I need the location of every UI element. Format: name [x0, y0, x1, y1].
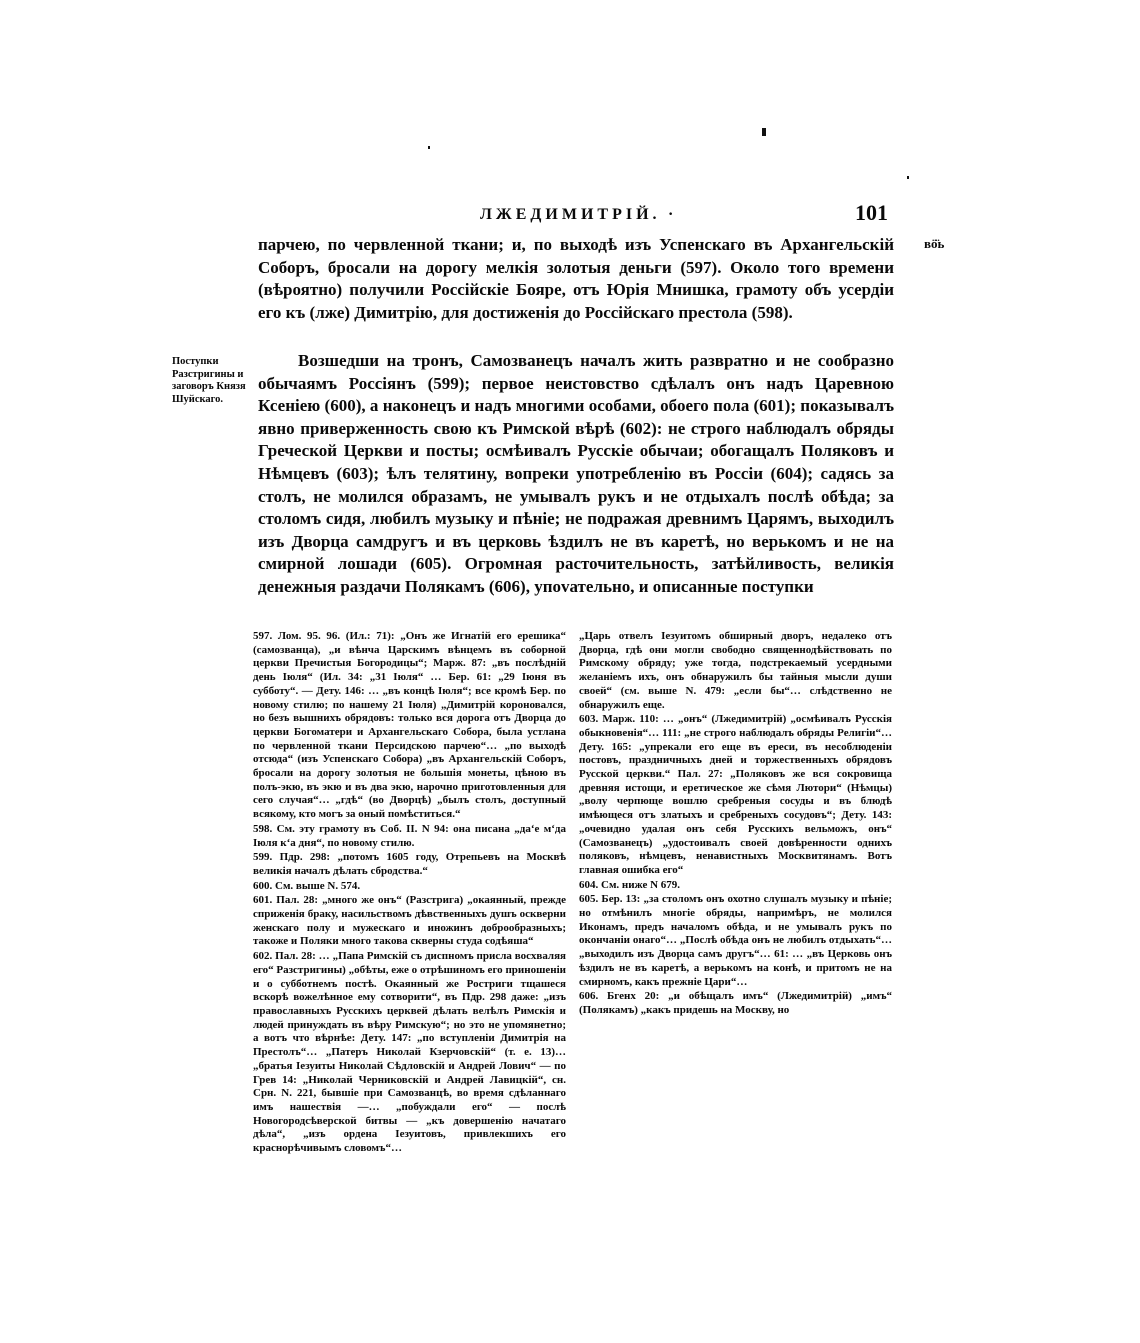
body-paragraph-1 [258, 234, 894, 324]
footnote: 597. Лом. 95. 96. (Ил.: 71): „Онъ же Игнатій его ерешика“ (самозванца), „и вѣнча Царскимъ вѣнцемъ въ соборной церкви Пречистыя Богородицы“; Марж. 87: „въ послѣдній день Іюля“ (Ил. 34: „31 Іюля“ … Бер. 61: „29 Іюня въ субботу“. — Дету. 146: … „въ концѣ Іюля“; все кромѣ Бер. по новому стилю; по нашему 21 Іюля) „Димитрій короновался, но безъ вышнихъ обрядовъ: только вся дорога отъ Дворца до церкви Богоматери и Архангельскаго Собора, была устлана по червленной ткани Персидскою парчею“… „по выходѣ отсюда“ (изъ Успенскаго Собора) „въ Архангельскій Соборъ, бросали на дорогу золотыя не большія монеты, цѣною въ полъ-экю, въ экю и въ два экю, нарочно приготовленныя для сего случая“… „гдѣ“ (во Дворцѣ) „былъ столъ, доступный всякому, кто могъ за оный помѣститься.“ [253, 630, 566, 821]
paragraph-text: парчею, по червленной ткани; и, по выходѣ изъ Успенскаго въ Архангельскій Соборъ, бросали на дорогу мелкія золотыя деньги (597). Около того времени (вѣроятно) получили Россійскіе Бояре, отъ Юрія Мнишка, грамоту объ усердіи его къ (лже) Димитрію, для достиженія до Россійскаго престола (598). [258, 235, 894, 322]
footnotes-right-column [579, 630, 892, 1019]
body-paragraph-2 [258, 350, 894, 599]
footnote: 603. Марж. 110: … „онъ“ (Лжедимитрій) „осмѣивалъ Русскія обыкновенія“… 111: „не строго наблюдалъ обряды Религіи“… Дету. 165: „упрекали его еще въ ереси, въ несоблюденіи постовъ, праздничныхъ дней и торжественныхъ обрядовъ Русской церкви.“ Пал. 27: „Поляковъ же вся сокровища древняя истощи, и еретическое же сѣмя Лютори“ (Нѣмцы) „волу черпюще вошлю сребреныя сосуды и въ блюдѣ имѣющеся отъ златыхъ и сребреныхъ сосудовъ“; Дету. 143: „очевидно удалая онъ себя Русскихъ вельможъ, онъ“ (Самозванецъ) „удостоивалъ своей довѣренности однихъ поляковъ, нѣмцевъ, ненавистныхъ Москвитянамъ. Вотъ главная ошибка его“ [579, 713, 892, 876]
header-dot: · [668, 206, 674, 223]
footnote: „Царь отвелъ Іезуитомъ обширный дворъ, недалеко отъ Дворца, гдѣ они могли свободно священнодѣйствовать по Римскому обряду; уже тогда, подстрекаемый усердными желаніемъ ихъ, онъ обнаружилъ бы тайныя мысли души своей“ (см. выше N. 479: „если бы“… слѣдственно не обнаружилъ еще. [579, 630, 892, 711]
margin-note-right: вӧ̈ь [924, 236, 945, 251]
footnotes-left-column [253, 630, 566, 1157]
footnote: 606. Бгенх 20: „и обѣщалъ имъ“ (Лжедимитрій) „имъ“ (Полякамъ) „какъ придешь на Москву, но [579, 990, 892, 1016]
footnote: 605. Бер. 13: „за столомъ онъ охотно слушалъ музыку и пѣніе; но отмѣнилъ многіе обряды, напримѣръ, не молился Иконамъ, предъ началомъ обѣда, и не умывалъ рукъ по окончаніи онаго“… „Послѣ обѣда онъ не любилъ отдыхать“… „выходилъ изъ Дворца самъ другъ“… 61: … „въ Церковь онъ ѣздилъ не въ каретѣ, а верькомъ на конѣ, и притомъ не на смирномъ, какъ прежніе Цари“… [579, 893, 892, 988]
footnote: 598. См. эту грамоту въ Соб. II. N 94: она писана „да‘е м‘да Іюля к‘а дня“, по новому стилю. [253, 822, 566, 849]
running-title: ЛЖЕДИМИТРІЙ. [480, 206, 661, 223]
scan-speck [428, 146, 430, 149]
footnote: 604. См. ниже N 679. [579, 878, 681, 891]
footnote: 600. См. выше N. 574. [253, 879, 361, 892]
page-number: 101 [855, 200, 888, 225]
paragraph-text: Возшедши на тронъ, Самозванецъ началъ жить развратно и не сообразно обычаямъ Россіянъ (599); первое неистовство сдѣлалъ онъ надъ Царевною Ксеніею (600), а наконецъ и надъ многими особами, обоего пола (601); показывалъ явно приверженность свою къ Римской вѣрѣ (602): не строго наблюдалъ обряды Греческой Церкви и посты; осмѣивалъ Русскіе обычаи; обогащалъ Поляковъ и Нѣмцевъ (603); ѣлъ телятину, вопреки употребленію въ Россіи (604); садясь за столъ, не молился образамъ, не умывалъ рукъ и не отдыхалъ послѣ обѣда; за столомъ сидя, любилъ музыку и пѣніе; не подражая древнимъ Царямъ, выходилъ изъ Дворца самдругъ и въ церковь ѣздилъ не въ каретѣ, но верькомъ и не на смирной лошади (605). Огромная расточительность, затѣйливость, великія денежныя раздачи Полякамъ (606), упоᴠательно, и описанные поступки [258, 351, 894, 596]
margin-sidenote: Поступки Разстригины и заговоръ Князя Шуйскаго. [172, 356, 246, 405]
footnote: 599. Пдр. 298: „потомъ 1605 году, Отрепьевъ на Москвѣ великія началъ дѣлать сбродства.“ [253, 851, 566, 877]
scan-speck [762, 128, 766, 136]
footnote: 602. Пал. 28: … „Папа Римскій съ диспномъ присла восхваляя его“ Разстригины) „обѣты, еже о отрѣшиномъ его приношеніи и о субботнемъ постѣ. Окаянный же Ростриги тщашеся вскорѣ вожелѣнное ему сотворити“, въ Пдр. 298 даже: „изъ православныхъ Русскихъ церквей дѣлать велѣлъ Римскія и людей принуждать въ вѣру Римскую“; но это не упомянетно; а вотъ что вѣрнѣе: Дету. 147: „по вступленіи Димитрія на Престолъ“… „Патеръ Николай Кзерчовскій“ (т. е. 13)… „братья Іезуиты Николай Сѣдловскій и Андрей Лович“ — по Грев 14: „Николай Черниковскій и Андрей Лавицкій“, сн. Срн. N. 221, бывшіе при Самозванцѣ, во время сдѣланнаго имъ нашествія —… „побуждали его“ — послѣ Новогородсѣверской битвы — „къ довершенію начатаго дѣла“, „изъ ордена Іезуитовъ, привлекшихъ его краснорѣчивымъ словомъ“… [253, 950, 566, 1155]
footnote: 601. Пал. 28: „много же онъ“ (Разстрига) „окаянный, прежде сприженія браку, насильствомъ дѣвственныхъ душъ оскверни женскаго полу и мужескаго и иножинъ доброобразныхъ; такоже и Поляки много такова скверны студа содѣяша“ [253, 894, 566, 948]
scan-speck [907, 176, 909, 179]
